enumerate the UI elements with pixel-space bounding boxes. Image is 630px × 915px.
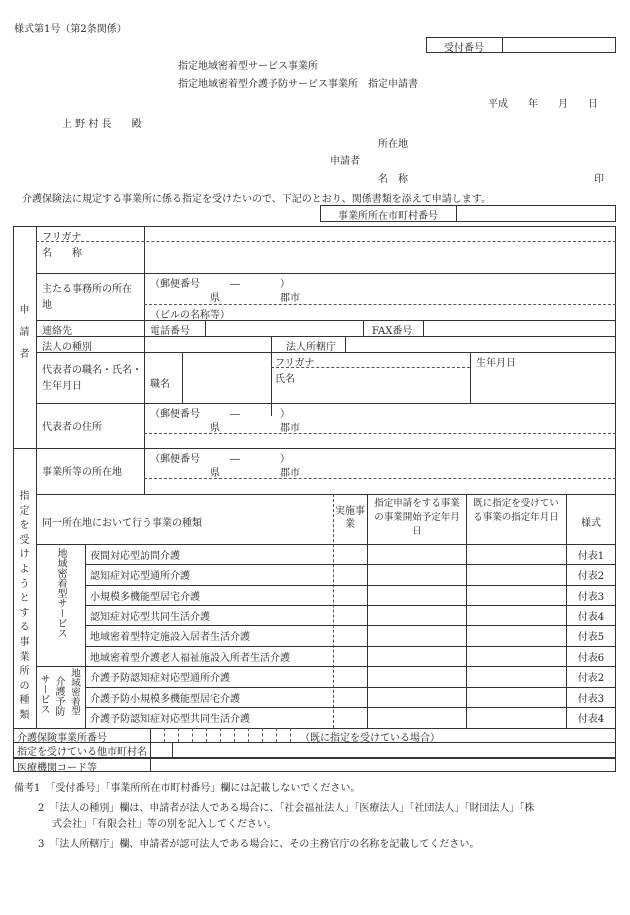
group1-implement-cell[interactable] bbox=[335, 565, 365, 583]
title-line-1: 指定地域密着型サービス事業所 bbox=[178, 61, 318, 72]
group2-label-a: 介護予防 bbox=[53, 676, 64, 716]
statement: 介護保険法に規定する事業所に係る指定を受けたいので、下記のとおり、関係書類を添えて申請します。 bbox=[22, 194, 491, 205]
form-number: 様式第1号（第2条関係） bbox=[14, 24, 127, 35]
col-implement: 実施事業 bbox=[335, 506, 365, 530]
group1-service-name: 地域密着型特定施設入居者生活介護 bbox=[90, 632, 250, 644]
applicant-side-label: 申請者 bbox=[19, 305, 30, 360]
seal-label: 印 bbox=[594, 174, 604, 185]
note-3: 3 「法人所轄庁」欄、申請者が認可法人である場合に、その主務官庁の名称を記載してください。 bbox=[38, 839, 480, 850]
group1-service-name: 認知症対応型通所介護 bbox=[90, 571, 190, 583]
already-designated-note: （既に指定を受けている場合） bbox=[300, 733, 440, 744]
business-prefecture: 県 bbox=[210, 468, 220, 479]
other-municipality-label: 指定を受けている他市町村名 bbox=[17, 747, 147, 758]
applicant-name-label: 名 称 bbox=[378, 174, 408, 185]
name-label: 名 称 bbox=[42, 248, 82, 259]
corp-office-label: 法人所轄庁 bbox=[286, 342, 336, 353]
contact-label: 連絡先 bbox=[42, 326, 72, 337]
col-existing-date: 既に指定を受けている事業の指定年月日 bbox=[473, 498, 559, 523]
group2-label-c: サービス bbox=[38, 674, 49, 714]
group2-service-name: 介護予防小規模多機能型居宅介護 bbox=[90, 693, 240, 705]
note-2: 2 「法人の種別」欄は、申請者が法人である場合に、「社会福祉法人」「医療法人」「社団法人」「財団法人」「株 bbox=[38, 803, 535, 814]
note-1: 備考1 「受付番号」「事業所所在市町村番号」欄には記載しないでください。 bbox=[14, 783, 361, 794]
rep-furigana-label: フリガナ bbox=[275, 358, 315, 369]
medical-code-row bbox=[13, 758, 616, 772]
col-start-date: 指定申請をする事業の事業開始予定年月日 bbox=[374, 498, 460, 537]
applicant-address-label: 所在地 bbox=[378, 139, 408, 150]
group1-implement-cell[interactable] bbox=[335, 586, 365, 604]
rep-title-label: 職名 bbox=[150, 379, 170, 390]
rep-name-label: 氏名 bbox=[275, 374, 295, 385]
group1-service-name: 小規模多機能型居宅介護 bbox=[90, 591, 200, 603]
date-line: 平成 年 月 日 bbox=[488, 99, 598, 110]
col-form: 様式 bbox=[581, 518, 601, 529]
municipality-number-field[interactable] bbox=[457, 206, 615, 221]
group1-service-name: 地域密着型介護老人福祉施設入所者生活介護 bbox=[90, 652, 290, 664]
group1-form-code: 付表1 bbox=[577, 551, 605, 562]
business-side-label: 指定を受けようとする事業所の種類 bbox=[19, 491, 30, 721]
corp-type-label: 法人の種別 bbox=[42, 342, 92, 353]
group2-form-code: 付表2 bbox=[577, 673, 605, 684]
main-office-postal: （郵便番号 ― ） bbox=[150, 279, 290, 290]
group1-service-name: 認知症対応型共同生活介護 bbox=[90, 611, 210, 623]
main-office-label: 主たる事務所の所在地 bbox=[42, 284, 132, 311]
group2-form-code: 付表3 bbox=[577, 693, 605, 705]
insurance-number-field[interactable] bbox=[151, 729, 291, 741]
group2-implement-cell[interactable] bbox=[335, 688, 365, 707]
same-location-label: 同一所在地において行う事業の種類 bbox=[42, 518, 202, 529]
phone-label: 電話番号 bbox=[150, 326, 190, 337]
rep-city: 郡市 bbox=[280, 423, 300, 434]
group1-form-code: 付表2 bbox=[577, 571, 605, 583]
receipt-number-field[interactable] bbox=[503, 38, 615, 52]
main-office-prefecture: 県 bbox=[210, 293, 220, 304]
business-location-label: 事業所等の所在地 bbox=[42, 467, 122, 478]
group1-form-code: 付表4 bbox=[577, 611, 605, 623]
main-office-building: （ビルの名称等） bbox=[150, 310, 230, 321]
note-2-cont: 式会社」「有限会社」等の別を記入してください。 bbox=[52, 819, 277, 830]
group1-implement-cell[interactable] bbox=[335, 626, 365, 644]
rep-postal: （郵便番号 ― ） bbox=[150, 409, 290, 420]
group2-service-name: 介護予防認知症対応型通所介護 bbox=[90, 673, 230, 684]
main-office-city: 郡市 bbox=[280, 293, 300, 304]
furigana-label: フリガナ bbox=[42, 232, 82, 243]
group1-label: 地域密着型サービス bbox=[55, 548, 66, 638]
medical-code-label: 医療機関コード等 bbox=[17, 763, 97, 774]
group1-implement-cell[interactable] bbox=[335, 647, 365, 665]
group1-form-code: 付表3 bbox=[577, 591, 605, 603]
rep-label: 代表者の職名・氏名・生年月日 bbox=[42, 365, 142, 392]
group1-implement-cell[interactable] bbox=[335, 606, 365, 624]
receipt-number-label: 受付番号 bbox=[444, 43, 484, 54]
applicant-label: 申請者 bbox=[330, 156, 360, 167]
municipality-number-label: 事業所所在市町村番号 bbox=[338, 211, 438, 222]
group2-label-b: 地域密着型 bbox=[69, 668, 80, 716]
fax-label: FAX番号 bbox=[372, 326, 413, 337]
group1-form-code: 付表5 bbox=[577, 632, 605, 644]
business-city: 郡市 bbox=[280, 468, 300, 479]
title-line-2: 指定地域密着型介護予防サービス事業所 指定申請書 bbox=[178, 79, 418, 90]
group2-implement-cell[interactable] bbox=[335, 667, 365, 686]
group2-form-code: 付表4 bbox=[577, 714, 605, 726]
group2-service-name: 介護予防認知症対応型共同生活介護 bbox=[90, 714, 250, 726]
rep-prefecture: 県 bbox=[210, 423, 220, 434]
group1-service-name: 夜間対応型訪問介護 bbox=[90, 551, 180, 562]
group1-implement-cell[interactable] bbox=[335, 545, 365, 563]
insurance-number-label: 介護保険事業所番号 bbox=[17, 733, 107, 744]
birthdate-label: 生年月日 bbox=[476, 358, 516, 369]
addressee: 上 野 村 長 殿 bbox=[62, 119, 142, 130]
group2-implement-cell[interactable] bbox=[335, 708, 365, 727]
business-postal: （郵便番号 ― ） bbox=[150, 454, 290, 465]
rep-address-label: 代表者の住所 bbox=[42, 422, 102, 433]
group1-form-code: 付表6 bbox=[577, 652, 605, 664]
